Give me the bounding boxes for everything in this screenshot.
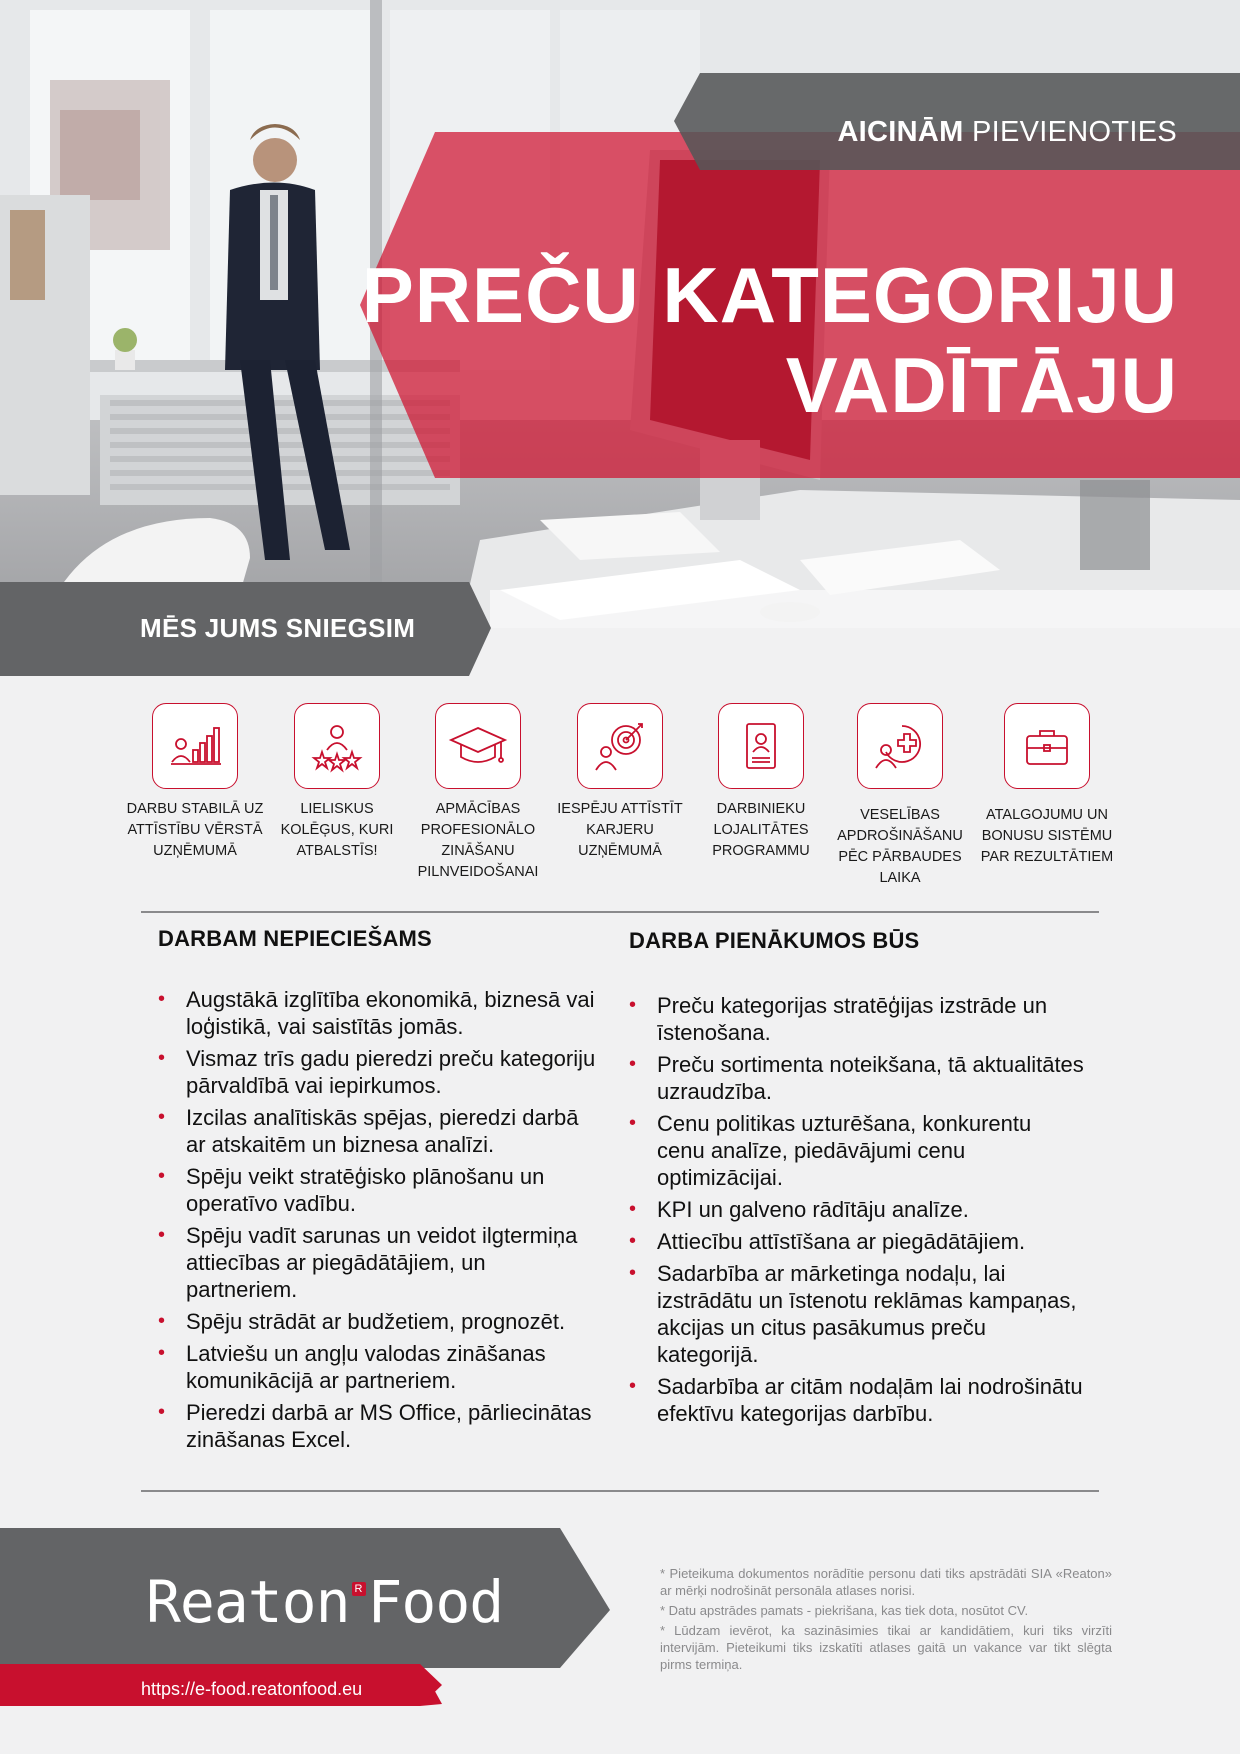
list-item: • KPI un galveno rādītāju analīze. xyxy=(629,1196,1084,1223)
benefits-row xyxy=(118,703,1128,893)
registered-mark-icon: R xyxy=(352,1582,366,1596)
badge-card-icon xyxy=(718,703,804,789)
requirements-list xyxy=(158,986,598,1453)
benefit-label: VESELĪBAS APDROŠINĀŠANU PĒC PĀRBAUDES LAIKA xyxy=(837,807,963,886)
list-item: • Vismaz trīs gadu pieredzi preču kategoriju pārvaldībā vai iepirkumos. xyxy=(158,1045,598,1099)
list-item: • Pieredzi darbā ar MS Office, pārliecinātas zināšanas Excel. xyxy=(158,1399,598,1453)
logo-text-left: Reaton xyxy=(146,1568,350,1636)
benefit-label: LIELISKUS KOLĒĢUS, KURI ATBALSTĪS! xyxy=(280,801,394,859)
health-cross-icon xyxy=(857,703,943,789)
duties-title: DARBA PIENĀKUMOS BŪS xyxy=(629,928,920,953)
list-item: • Cenu politikas uzturēšana, konkurentu cenu analīze, piedāvājumi cenu optimizācijai. xyxy=(629,1110,1084,1191)
requirements-column xyxy=(158,926,598,1458)
job-title-line-2: VADĪTĀJU xyxy=(785,341,1178,429)
benefit-label: DARBU STABILĀ UZ ATTĪSTĪBU VĒRSTĀ UZŅĒMUMĀ xyxy=(126,801,264,859)
growth-chart-icon xyxy=(152,703,238,789)
footnote: * Lūdzam ievērot, ka sazināsimies tikai ar kandidātiem, kuri tiks virzīti intervijām. Pieteikumi tiks izskatīti atlases gaitā un vakance var tikt slēgta pirms termiņa. xyxy=(660,1623,1112,1672)
list-item: • Spēju strādāt ar budžetiem, prognozēt. xyxy=(158,1308,598,1335)
benefit-label: ATALGOJUMU UN BONUSU SISTĒMU PAR REZULTĀTIEM xyxy=(980,807,1114,865)
target-person-icon xyxy=(577,703,663,789)
list-item: • Sadarbība ar citām nodaļām lai nodrošinātu efektīvu kategorijas darbību. xyxy=(629,1373,1084,1427)
divider-top xyxy=(141,911,1099,913)
list-item: • Augstākā izglītība ekonomikā, biznesā vai loģistikā, vai saistītās jomās. xyxy=(158,986,598,1040)
list-item: • Spēju vadīt sarunas un veidot ilgtermiņa attiecības ar piegādātājiem, un partneriem. xyxy=(158,1222,598,1303)
reaton-food-logo xyxy=(146,1568,503,1636)
benefit-health-insurance xyxy=(825,703,975,889)
team-stars-icon xyxy=(294,703,380,789)
requirements-title: DARBAM NEPIECIEŠAMS xyxy=(158,926,432,951)
job-title xyxy=(362,250,1178,430)
benefit-great-colleagues xyxy=(262,703,412,862)
invite-rest: PIEVIENOTIES xyxy=(971,116,1177,148)
logo-text-right: Food xyxy=(367,1568,504,1636)
benefit-stable-company xyxy=(120,703,270,862)
benefit-loyalty xyxy=(686,703,836,862)
benefit-bonus xyxy=(972,703,1122,868)
footnote: * Pieteikuma dokumentos norādītie personu dati tiks apstrādāti SIA «Reaton» ar mērķi nodrošināt personāla atlases norisi. xyxy=(660,1566,1112,1598)
list-item: • Attiecību attīstīšana ar piegādātājiem. xyxy=(629,1228,1084,1255)
benefit-label: IESPĒJU ATTĪSTĪT KARJERU UZŅĒMUMĀ xyxy=(557,801,683,859)
list-item: • Latviešu un angļu valodas zināšanas komunikācijā ar partneriem. xyxy=(158,1340,598,1394)
duties-column xyxy=(629,928,1084,1432)
footnote: * Datu apstrādes pamats - piekrišana, kas tiek dota, nosūtot CV. xyxy=(660,1603,1029,1618)
invite-bold: AICINĀM xyxy=(837,116,964,148)
invite-heading xyxy=(837,116,1177,149)
provide-title: MĒS JUMS SNIEGSIM xyxy=(140,613,416,643)
list-item: • Sadarbība ar mārketinga nodaļu, lai izstrādātu un īstenotu reklāmas kampaņas, akcijas un citus pasākumus preču kategorijā. xyxy=(629,1260,1084,1368)
duties-list xyxy=(629,992,1084,1427)
job-title-line-1: PREČU KATEGORIJU xyxy=(361,251,1178,339)
website-link[interactable]: https://e-food.reatonfood.eu xyxy=(141,1679,363,1699)
briefcase-icon xyxy=(1004,703,1090,789)
benefit-label: DARBINIEKU LOJALITĀTES PROGRAMMU xyxy=(712,801,810,859)
benefit-label: APMĀCĪBAS PROFESIONĀLO ZINĀŠANU PILNVEIDOŠANAI xyxy=(417,801,539,880)
list-item: • Preču kategorijas stratēģijas izstrāde un īstenošana. xyxy=(629,992,1084,1046)
benefit-training xyxy=(403,703,553,883)
footnotes xyxy=(660,1565,1112,1676)
divider-bottom xyxy=(141,1490,1099,1492)
hero-photo xyxy=(0,0,1240,628)
list-item: • Preču sortimenta noteikšana, tā aktualitātes uzraudzība. xyxy=(629,1051,1084,1105)
benefit-career xyxy=(545,703,695,862)
list-item: • Spēju veikt stratēģisko plānošanu un operatīvo vadību. xyxy=(158,1163,598,1217)
graduation-cap-icon xyxy=(435,703,521,789)
list-item: • Izcilas analītiskās spējas, pieredzi darbā ar atskaitēm un biznesa analīzi. xyxy=(158,1104,598,1158)
